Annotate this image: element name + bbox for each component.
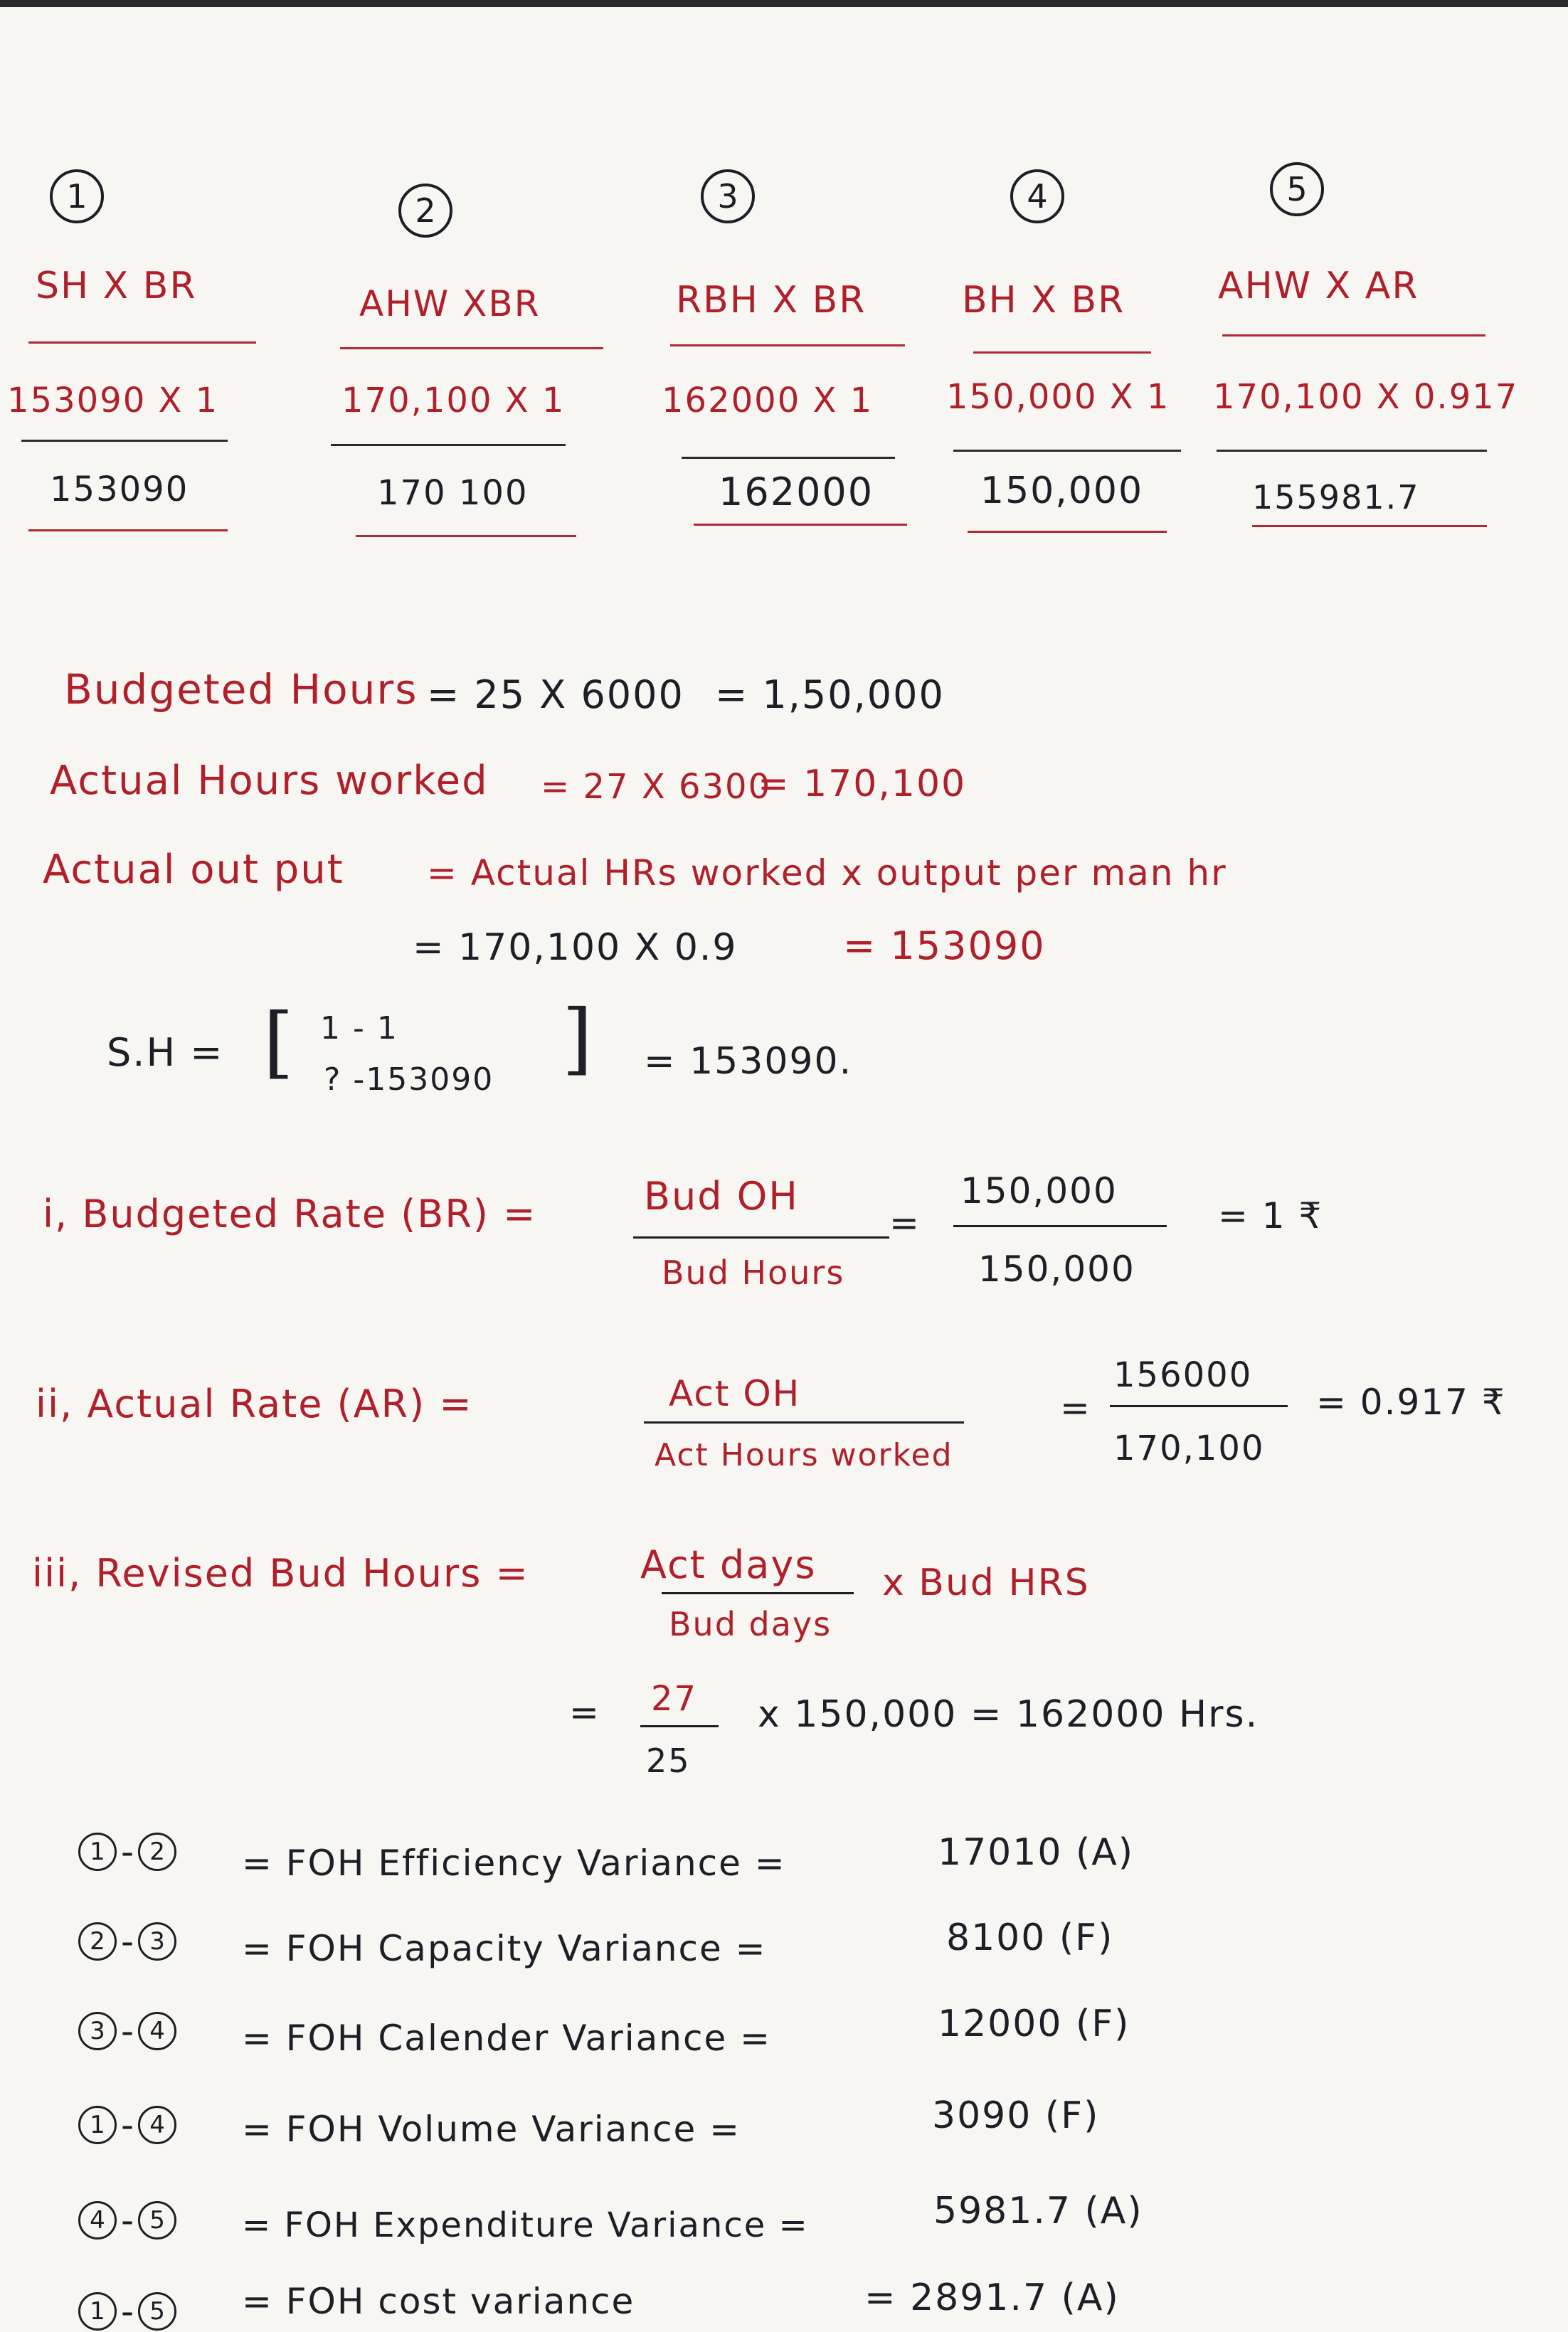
col-5-result-rule [1252, 525, 1487, 527]
variance-4-text: = FOH Volume Variance = [242, 2109, 741, 2150]
col-5-result: 155981.7 [1252, 478, 1420, 516]
circle-number-4: 4 [1010, 169, 1064, 223]
br-value-fraction-line [953, 1225, 1167, 1227]
col-5-header: AHW X AR [1218, 265, 1419, 307]
variance-4-from: 1 [78, 2106, 117, 2144]
variance-1-to: 2 [138, 1833, 176, 1871]
col-3-calc: 162000 X 1 [662, 381, 874, 420]
col-5-header-rule [1222, 334, 1485, 336]
col-4-calc-rule [953, 450, 1181, 452]
variance-6-text: = FOH cost variance [242, 2281, 635, 2322]
budgeted-hours-label: Budgeted Hours [64, 665, 418, 714]
col-5-calc: 170,100 X 0.917 [1213, 377, 1519, 417]
variance-3-value: 12000 (F) [938, 2003, 1130, 2045]
ar-label: ii, Actual Rate (AR) = [36, 1382, 473, 1426]
actual-output-result: = 153090 [843, 923, 1046, 968]
col-3-calc-rule [682, 457, 895, 459]
actual-output-line2: = 170,100 X 0.9 [413, 926, 738, 969]
sh-bracket-right: ] [562, 992, 593, 1083]
sh-label: S.H = [107, 1030, 224, 1075]
br-result: = 1 ₹ [1218, 1195, 1323, 1236]
br-equals: = [889, 1202, 921, 1244]
rbh-multiplier: x Bud HRS [882, 1562, 1090, 1604]
variance-5-to: 5 [138, 2201, 176, 2240]
col-1-header: SH X BR [36, 265, 197, 307]
col-2-calc-rule [331, 444, 566, 446]
variance-6-from: 1 [78, 2292, 117, 2331]
br-label: i, Budgeted Rate (BR) = [43, 1192, 537, 1236]
variance-5-value: 5981.7 (A) [933, 2190, 1143, 2232]
ar-denominator: Act Hours worked [655, 1437, 953, 1473]
variance-2-text: = FOH Capacity Variance = [242, 1928, 767, 1969]
col-2-calc: 170,100 X 1 [341, 381, 566, 420]
col-3-header-rule [670, 344, 905, 346]
col-5-calc-rule [1217, 450, 1487, 452]
variance-4-value: 3090 (F) [932, 2094, 1100, 2137]
ar-numerator: Act OH [669, 1373, 801, 1414]
ar-den-value: 170,100 [1113, 1429, 1265, 1468]
col-1-calc-rule [21, 440, 228, 442]
sh-result: = 153090. [644, 1040, 853, 1083]
rbh-label: iii, Revised Bud Hours = [32, 1551, 529, 1596]
col-4-header: BH X BR [962, 279, 1125, 322]
variance-6-to: 5 [138, 2292, 176, 2331]
actual-hours-expr: = 27 X 6300 [541, 767, 772, 807]
br-num-value: 150,000 [960, 1170, 1118, 1212]
circle-number-1: 1 [50, 169, 104, 223]
variance-2-value: 8100 (F) [946, 1917, 1114, 1959]
variance-1-pair: 1 - 2 [78, 1831, 176, 1872]
col-2-header: AHW XBR [359, 283, 541, 324]
rbh-den-value: 25 [646, 1742, 691, 1780]
col-4-header-rule [973, 351, 1151, 354]
variance-6-pair: 1 - 5 [78, 2291, 176, 2332]
actual-hours-result: = 170,100 [758, 763, 967, 805]
br-den-value: 150,000 [978, 1249, 1135, 1290]
col-4-calc: 150,000 X 1 [946, 377, 1170, 417]
budgeted-hours-result: = 1,50,000 [715, 672, 945, 717]
col-1-calc: 153090 X 1 [7, 381, 219, 420]
col-2-result: 170 100 [377, 473, 529, 513]
rbh-value-fraction-line [640, 1725, 719, 1727]
ar-value-fraction-line [1110, 1405, 1288, 1407]
br-numerator: Bud OH [644, 1174, 799, 1219]
ar-equals: = [1060, 1387, 1091, 1429]
ar-num-value: 156000 [1113, 1355, 1253, 1395]
variance-5-pair: 4 - 5 [78, 2200, 176, 2241]
col-1-result-rule [28, 529, 228, 531]
variance-2-from: 2 [78, 1922, 117, 1961]
variance-3-from: 3 [78, 2012, 117, 2050]
br-fraction-line [633, 1236, 889, 1239]
variance-5-from: 4 [78, 2201, 117, 2240]
rbh-num-value: 27 [651, 1679, 698, 1719]
col-1-result: 153090 [50, 470, 189, 509]
br-denominator: Bud Hours [662, 1254, 845, 1292]
variance-5-text: = FOH Expenditure Variance = [242, 2205, 809, 2245]
col-3-result: 162000 [719, 470, 874, 514]
variance-2-to: 3 [138, 1922, 176, 1961]
col-4-result-rule [968, 531, 1167, 533]
variance-4-to: 4 [138, 2106, 176, 2144]
variance-1-text: = FOH Efficiency Variance = [242, 1843, 786, 1884]
variance-3-to: 4 [138, 2012, 176, 2050]
actual-hours-label: Actual Hours worked [50, 758, 489, 804]
variance-2-pair: 2 - 3 [78, 1921, 176, 1962]
variance-3-pair: 3 - 4 [78, 2010, 176, 2052]
col-2-header-rule [340, 347, 603, 349]
rbh-expression: x 150,000 = 162000 Hrs. [758, 1693, 1259, 1736]
rbh-denominator: Bud days [669, 1605, 832, 1643]
col-3-header: RBH X BR [676, 279, 867, 322]
variance-6-value: = 2891.7 (A) [864, 2277, 1120, 2319]
col-2-result-rule [356, 535, 576, 537]
variance-1-value: 17010 (A) [938, 1831, 1135, 1874]
sh-numerator: 1 - 1 [320, 1010, 398, 1046]
ar-result: = 0.917 ₹ [1316, 1382, 1506, 1423]
variance-1-from: 1 [78, 1833, 117, 1871]
variance-4-pair: 1 - 4 [78, 2104, 176, 2146]
circle-number-5: 5 [1270, 162, 1324, 216]
rbh-equals: = [569, 1692, 600, 1733]
sh-denominator: ? -153090 [324, 1061, 494, 1098]
budgeted-hours-expr: = 25 X 6000 [427, 672, 684, 717]
ar-fraction-line [644, 1421, 964, 1424]
col-4-result: 150,000 [980, 470, 1144, 512]
sh-bracket-left: [ [263, 996, 294, 1087]
circle-number-3: 3 [701, 169, 755, 223]
actual-output-expr: = Actual HRs worked x output per man hr [427, 852, 1227, 894]
rbh-numerator: Act days [640, 1542, 817, 1587]
col-3-result-rule [694, 524, 907, 526]
rbh-fraction-line [662, 1592, 854, 1594]
actual-output-label: Actual out put [43, 847, 344, 893]
col-1-header-rule [28, 341, 256, 344]
circle-number-2: 2 [398, 184, 452, 238]
variance-3-text: = FOH Calender Variance = [242, 2018, 772, 2059]
